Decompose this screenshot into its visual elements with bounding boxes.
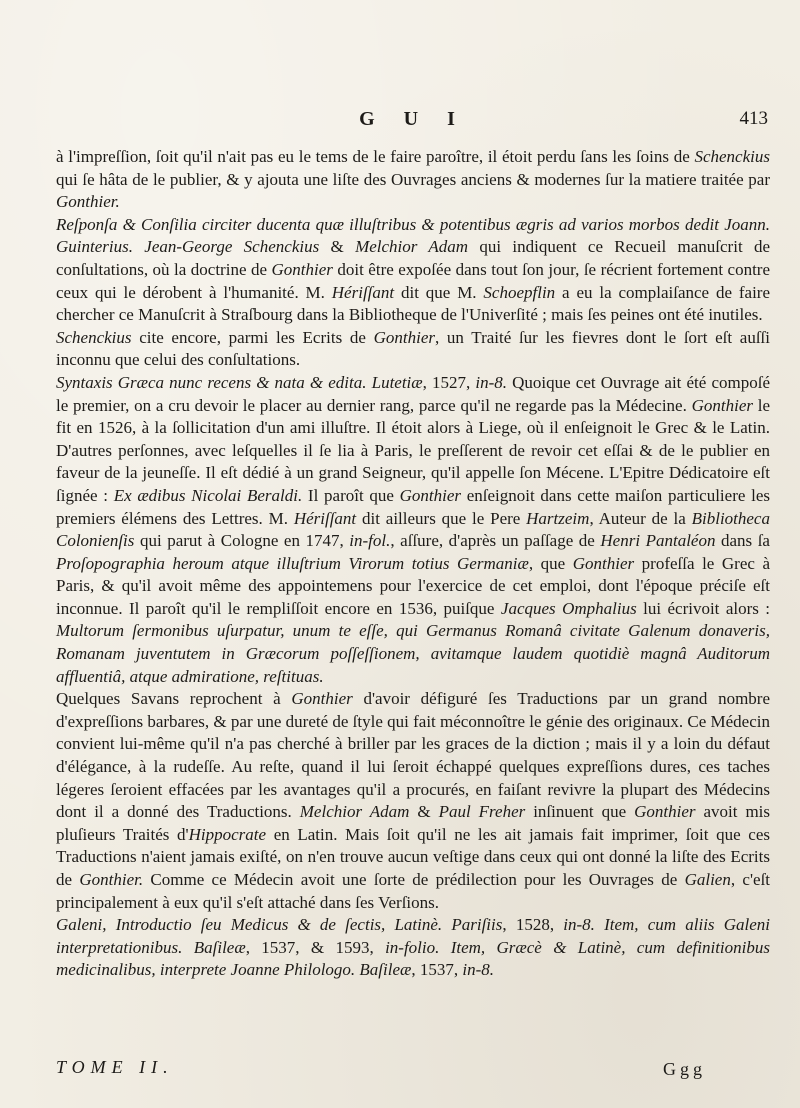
paragraph-galeni bbox=[56, 914, 770, 982]
signature-mark: Ggg bbox=[663, 1059, 706, 1079]
italic-text-segment: Gonthier bbox=[691, 395, 753, 415]
italic-text-segment: Gonthier. bbox=[79, 870, 144, 889]
text-segment: , 1537, bbox=[411, 960, 463, 980]
text-segment: inſinuent que bbox=[525, 802, 635, 822]
italic-text-segment: Melchior Adam bbox=[299, 802, 410, 822]
italic-text-segment: Hartzeim bbox=[526, 508, 590, 528]
body-text bbox=[56, 146, 770, 982]
text-segment: & bbox=[409, 802, 439, 822]
italic-text-segment: Reſponſa & Conſilia circiter ducenta quæ illuſtribus & potentibus ægris ad varios morbos dedit Joann. Guinterius. Jean-George Schenckius bbox=[56, 214, 770, 257]
italic-text-segment: Hériſſant bbox=[293, 508, 357, 528]
text-segment: Il paroît que bbox=[302, 485, 400, 505]
italic-text-segment: Galeni, Introductio ſeu Medicus & de ſectis, Latinè. Pariſiis bbox=[56, 915, 503, 935]
text-segment: Comme ce Médecin avoit une ſorte de prédilection pour les Ouvrages de bbox=[143, 870, 685, 889]
italic-text-segment: Hippocrate bbox=[188, 824, 267, 844]
italic-text-segment: in-8. bbox=[462, 960, 495, 980]
italic-text-segment: Schoepflin bbox=[483, 282, 556, 302]
italic-text-segment: Ex ædibus Nicolai Beraldi. bbox=[113, 485, 303, 505]
text-segment: en Latin. Mais ſoit qu'il ne les ait jamais fait imprimer, ſoit que ces Traductions n'aient jamais exiſté, on n'en trouve aucun veſtige dans ceux qui ont donné la liſte des Ecrits de bbox=[56, 824, 770, 889]
paragraph-responsa bbox=[56, 214, 770, 327]
text-segment: , Auteur de la bbox=[589, 508, 692, 528]
text-segment: dans ſa bbox=[715, 531, 770, 551]
text-segment: d'avoir défiguré ſes Traductions par un grand nombre d'expreſſions barbares, & par une dureté de ſtyle qui fait méconnoître le génie des originaux. Ce Médecin convient lui-même qu'il n'a pas cherché à briller par les graces de la diction ; mais il y a loin du défaut d'élégance, à la rudeſſe. Au reſte, quand il lui ſeroit échappé quelques expreſſions dures, ces taches légeres ſeroient effacées par les avantages qu'il a procurés, en faiſant revivre la plupart des Médecins dont il a donné des Traductions. bbox=[56, 689, 770, 822]
italic-text-segment: in-fol. bbox=[349, 531, 391, 551]
italic-text-segment: in-8. Item, cum aliis Galeni interpretationibus. Baſileæ bbox=[56, 915, 771, 957]
running-head: G U I bbox=[359, 108, 467, 130]
page-footer bbox=[56, 1057, 766, 1081]
text-segment: , 1537, & 1593, bbox=[245, 937, 386, 957]
italic-text-segment: in-8. bbox=[475, 372, 508, 392]
paragraph-schenckius bbox=[56, 327, 770, 372]
italic-text-segment: Schenckius bbox=[694, 147, 770, 166]
italic-text-segment: Schenckius bbox=[56, 327, 132, 347]
paragraph-impression bbox=[56, 146, 770, 214]
text-segment: , aſſure, d'après un paſſage de bbox=[390, 531, 601, 551]
italic-text-segment: Gonthier bbox=[399, 485, 462, 505]
italic-text-segment: Syntaxis Græca nunc recens & nata & edita. Lutetiæ bbox=[56, 372, 423, 392]
italic-text-segment: in-folio. Item, Græcè & Latinè, cum definitionibus medicinalibus, interprete Joanne Philologo. Baſileæ bbox=[56, 937, 770, 980]
italic-text-segment: Multorum ſermonibus uſurpatur, unum te eſſe, qui Germanus Romanâ civitate Galenum donaveris, Romanam juventutem in Græcorum poſſeſſionem, avitamque laudem quotidiè magnâ Auditorum affluentiâ, atque admiratione, reſtituas. bbox=[56, 621, 770, 686]
text-segment: , 1527, bbox=[422, 372, 476, 392]
paragraph-savans bbox=[56, 688, 770, 914]
text-segment: cite encore, parmi les Ecrits de bbox=[131, 327, 374, 347]
text-segment: lui écrivoit alors : bbox=[636, 598, 771, 618]
italic-text-segment: Hériſſant bbox=[331, 282, 395, 302]
text-segment: qui parut à Cologne en 1747, bbox=[134, 531, 350, 551]
text-segment: dit que M. bbox=[394, 282, 484, 302]
text-segment: qui indiquent ce Recueil manuſcrit de conſultations, où la doctrine de bbox=[56, 237, 771, 279]
text-segment: qui ſe hâta de le publier, & y ajouta une liſte des Ouvrages anciens & modernes ſur la matiere traitée par bbox=[56, 169, 770, 189]
italic-text-segment: Galien bbox=[684, 870, 731, 889]
italic-text-segment: Gonthier bbox=[271, 259, 333, 279]
italic-text-segment: Gonthier. bbox=[56, 192, 120, 212]
italic-text-segment: Paul Freher bbox=[438, 802, 526, 822]
text-segment: le fit en 1526, à la ſollicitation d'un ami illuſtre. Il étoit alors à Liege, où il enſeignoit le Grec & le Latin. D'autres perſonnes, avec leſquelles il ſe lia à Paris, le preſſerent de revoir cet eſſai & de le publier en faveur de la jeuneſſe. Il eſt dédié à un grand Seigneur, qu'il appelle ſon Mécene. L'Epitre Dédicatoire eſt ſignée : bbox=[56, 395, 770, 505]
text-segment: avoit mis pluſieurs Traités d' bbox=[56, 802, 771, 844]
text-segment: a eu la complaiſance de faire chercher ce Manuſcrit à Straſbourg dans la Bibliotheque de l'Univerſité ; mais ſes peines ont été inutiles. bbox=[56, 282, 770, 325]
text-segment: , un Traité ſur les fievres dont le ſort eſt auſſi inconnu que celui des conſultations. bbox=[56, 327, 770, 370]
text-segment: , 1528, bbox=[502, 915, 564, 935]
text-segment: Quoique cet Ouvrage ait été compoſé le premier, on a cru devoir le placer au dernier rang, parce qu'il ne regarde pas la Médecine. bbox=[56, 372, 770, 415]
paragraph-syntaxis bbox=[56, 372, 770, 688]
italic-text-segment: Jacques Omphalius bbox=[500, 598, 637, 618]
text-segment: & bbox=[319, 237, 356, 257]
text-segment: doit être expoſée dans tout ſon jour, ſe récrient fortement contre ceux qui le dérobent à l'humanité. M. bbox=[56, 259, 770, 302]
italic-text-segment: Gonthier bbox=[291, 689, 353, 709]
text-segment: , que bbox=[528, 553, 573, 573]
italic-text-segment: Proſopographia heroum atque illuſtrium Virorum totius Germaniæ bbox=[56, 553, 529, 573]
volume-marker: TOME II. bbox=[56, 1057, 174, 1077]
page-header bbox=[58, 108, 768, 134]
italic-text-segment: Melchior Adam bbox=[355, 237, 469, 257]
italic-text-segment: Gonthier bbox=[572, 553, 635, 573]
italic-text-segment: Bibliotheca Colonienſis bbox=[56, 508, 770, 551]
page-number: 413 bbox=[739, 108, 768, 129]
text-segment: profeſſa le Grec à Paris, & qu'il avoit même des appointemens pour l'exercice de cet emploi, dont l'époque préciſe eſt inconnue. Il paroît qu'il le rempliſſoit encore en 1536, puiſque bbox=[56, 553, 771, 618]
text-segment: dit ailleurs que le Pere bbox=[356, 508, 527, 528]
text-segment: Quelques Savans reprochent à bbox=[56, 689, 292, 709]
text-segment: enſeignoit dans cette maiſon particuliere les premiers élémens des Lettres. M. bbox=[56, 485, 770, 528]
text-segment: , c'eſt principalement à eux qu'il s'eſt attaché dans ſes Verſions. bbox=[56, 870, 771, 912]
italic-text-segment: Henri Pantaléon bbox=[600, 531, 716, 551]
text-segment: à l'impreſſion, ſoit qu'il n'ait pas eu le tems de le faire paroître, il étoit perdu ſans les ſoins de bbox=[56, 147, 695, 166]
italic-text-segment: Gonthier bbox=[373, 327, 435, 347]
italic-text-segment: Gonthier bbox=[634, 802, 696, 822]
